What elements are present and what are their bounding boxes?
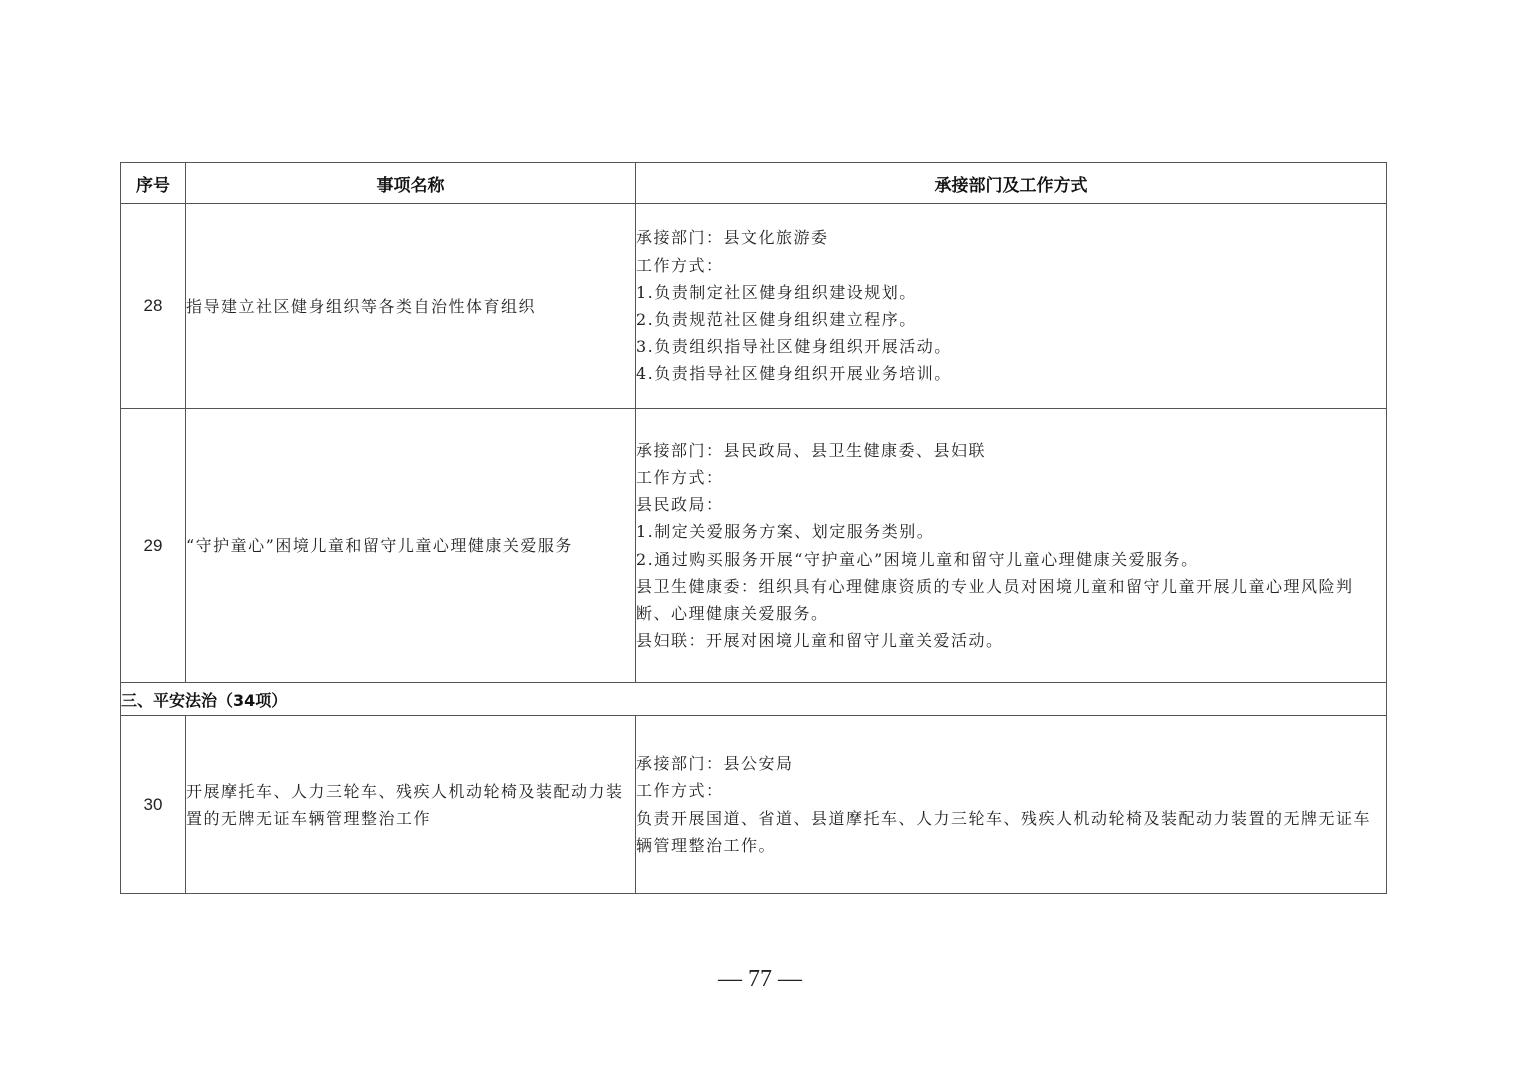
detail-line: 2.负责规范社区健身组织建立程序。 [636,310,917,329]
detail-line: 工作方式： [636,781,724,801]
detail-line: 县妇联：开展对困境儿童和留守儿童关爱活动。 [636,631,1004,651]
items-table [120,162,1387,894]
section-title: 三、平安法治（34项） [121,683,1387,716]
row-detail [636,409,1387,683]
page-number: — 77 — [718,966,802,992]
row-num: 29 [121,409,186,683]
table-row [121,409,1387,683]
header-num: 序号 [121,163,186,204]
detail-line: 承接部门：县文化旅游委 [636,228,829,248]
detail-line: 2.通过购买服务开展“守护童心”困境儿童和留守儿童心理健康关爱服务。 [636,549,1199,569]
header-row [121,163,1387,204]
row-num: 30 [121,716,186,894]
detail-line: 承接部门：县民政局、县卫生健康委、县妇联 [636,440,987,460]
header-dept: 承接部门及工作方式 [636,163,1387,204]
row-name: 开展摩托车、人力三轮车、残疾人机动轮椅及装配动力装置的无牌无证车辆管理整治工作 [186,716,636,894]
table-row [121,204,1387,409]
detail-line: 承接部门：县公安局 [636,754,794,774]
detail-line: 工作方式： [636,467,724,487]
row-detail [636,716,1387,894]
detail-line: 4.负责指导社区健身组织开展业务培训。 [636,364,952,384]
header-name: 事项名称 [186,163,636,204]
row-num: 28 [121,204,186,409]
detail-line: 县民政局： [636,495,724,515]
detail-line: 负责开展国道、省道、县道摩托车、人力三轮车、残疾人机动轮椅及装配动力装置的无牌无证车辆管理整治工作。 [636,808,1372,855]
detail-line: 3.负责组织指导社区健身组织开展活动。 [636,337,952,357]
section-row [121,683,1387,716]
row-detail [636,204,1387,409]
detail-line: 1.负责制定社区健身组织建设规划。 [636,282,917,302]
detail-line: 工作方式： [636,255,724,275]
detail-line: 县卫生健康委：组织具有心理健康资质的专业人员对困境儿童和留守儿童开展儿童心理风险判断、心理健康关爱服务。 [636,576,1354,623]
table-row [121,716,1387,894]
row-name: “守护童心”困境儿童和留守儿童心理健康关爱服务 [186,409,636,683]
row-name: 指导建立社区健身组织等各类自治性体育组织 [186,204,636,409]
detail-line: 1.制定关爱服务方案、划定服务类别。 [636,522,935,542]
